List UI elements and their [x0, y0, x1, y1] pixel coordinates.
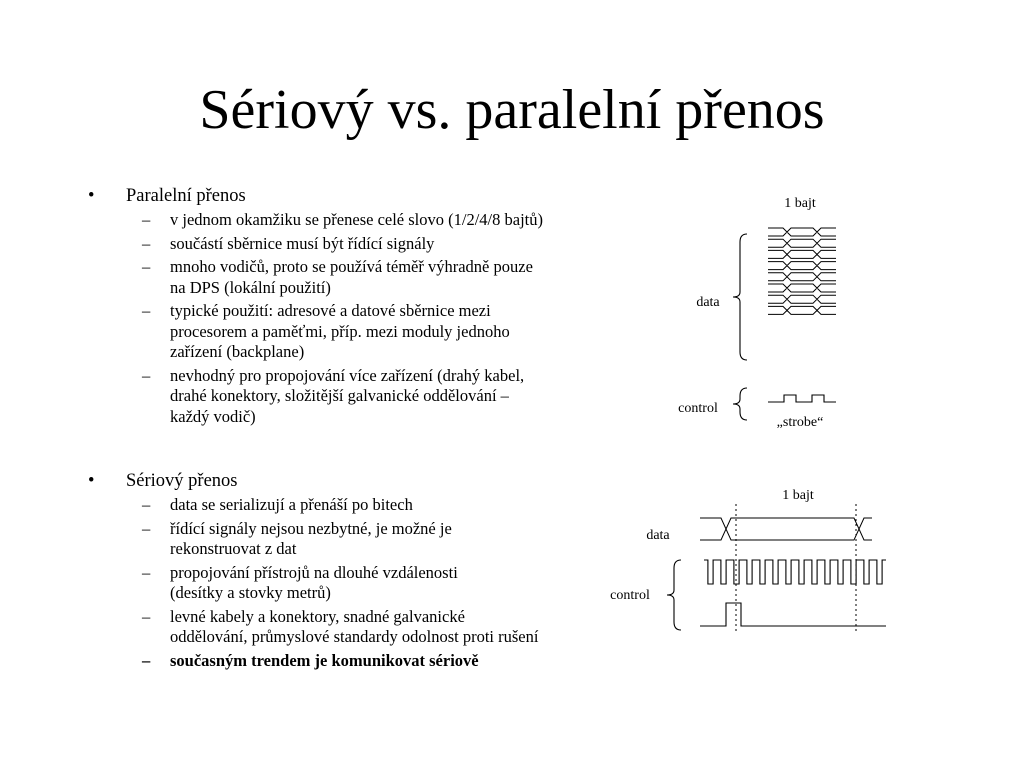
- serial-control-label: control: [610, 588, 650, 603]
- list-item-line: (desítky a stovky metrů): [170, 583, 331, 602]
- serial-bullet: [86, 469, 646, 493]
- list-item: [86, 257, 646, 298]
- list-item: [86, 651, 646, 672]
- list-item-line: procesorem a paměťmi, příp. mezi moduly jednoho: [170, 321, 510, 341]
- bullet-mark: •: [88, 186, 95, 206]
- list-item-line: rekonstruovat z dat: [170, 539, 297, 558]
- list-item-line: v jednom okamžiku se přenese celé slovo (1/2/4/8 bajtů): [170, 210, 543, 229]
- list-item: [86, 519, 646, 560]
- list-item: [86, 607, 646, 648]
- list-item: [86, 495, 646, 516]
- list-item: [86, 210, 646, 231]
- parallel-bullet: [86, 184, 646, 208]
- dash-mark: –: [142, 562, 151, 582]
- serial-data-label: data: [646, 528, 670, 543]
- serial-section: [86, 469, 646, 674]
- dash-mark: –: [142, 233, 151, 253]
- serial-heading: Sériový přenos: [126, 471, 238, 491]
- list-item-line: nevhodný pro propojování více zařízení (drahý kabel,: [170, 365, 525, 385]
- parallel-data-label: data: [696, 295, 720, 310]
- dash-mark: –: [142, 365, 151, 385]
- list-item-line: levné kabely a konektory, snadné galvanické: [170, 606, 465, 626]
- data-line-signal: [768, 284, 836, 292]
- list-item-line: oddělování, průmyslové standardy odolnost proti rušení: [170, 627, 539, 646]
- data-line-signal: [768, 295, 836, 303]
- data-eye-signal: [700, 518, 872, 540]
- control-brace-path: [733, 388, 747, 420]
- parallel-timing-diagram: [660, 190, 860, 440]
- list-item-line: řídící signály nejsou nezbytné, je možné je: [170, 518, 452, 538]
- list-item-line: každý vodič): [170, 406, 256, 426]
- bullet-mark: •: [88, 471, 95, 491]
- parallel-section: [86, 184, 646, 430]
- list-item-line: typické použití: adresové a datové sběrnice mezi: [170, 301, 491, 320]
- parallel-strobe-signal: [768, 395, 836, 402]
- control-brace-path: [667, 560, 681, 630]
- parallel-data-brace: [733, 234, 747, 360]
- data-line-signal: [768, 306, 836, 314]
- parallel-heading: Paralelní přenos: [126, 186, 246, 206]
- list-item: [86, 366, 646, 428]
- data-line-signal: [768, 239, 836, 247]
- list-item-line: součástí sběrnice musí být řídící signály: [170, 233, 435, 253]
- parallel-list: [86, 210, 646, 427]
- list-item: [86, 301, 646, 363]
- list-item-line: na DPS (lokální použití): [170, 277, 331, 297]
- dash-mark: –: [142, 301, 151, 320]
- parallel-strobe-label: „strobe“: [776, 415, 824, 430]
- dash-mark: –: [142, 650, 151, 670]
- list-item-line: data se serializují a přenáší po bitech: [170, 495, 413, 514]
- serial-data-signal: [700, 518, 872, 540]
- parallel-byte-label: 1 bajt: [784, 196, 816, 211]
- list-item: [86, 234, 646, 255]
- list-item-line: zařízení (backplane): [170, 342, 305, 361]
- serial-timing-diagram: [596, 482, 896, 642]
- serial-clock-signal: [704, 560, 886, 584]
- dash-mark: –: [142, 606, 151, 626]
- slide-title: Sériový vs. paralelní přenos: [199, 79, 825, 141]
- list-item-line: mnoho vodičů, proto se používá téměř výhradně pouze: [170, 257, 533, 276]
- data-line-signal: [768, 273, 836, 281]
- list-item-line: současným trendem je komunikovat sériově: [170, 650, 479, 670]
- dash-mark: –: [142, 257, 151, 276]
- serial-list: [86, 495, 646, 671]
- data-line-signal: [768, 262, 836, 270]
- serial-byte-label: 1 bajt: [782, 488, 814, 503]
- dash-mark: –: [142, 518, 151, 538]
- serial-frame-signal: [700, 603, 886, 626]
- data-line-signal: [768, 250, 836, 258]
- parallel-control-label: control: [678, 401, 718, 416]
- parallel-data-lines: [768, 228, 836, 314]
- parallel-control-brace: [733, 388, 747, 420]
- dash-mark: –: [142, 210, 151, 229]
- dash-mark: –: [142, 495, 151, 514]
- list-item-line: drahé konektory, složitější galvanické oddělování –: [170, 386, 509, 405]
- list-item-line: propojování přístrojů na dlouhé vzdálenosti: [170, 562, 458, 582]
- data-line-signal: [768, 228, 836, 236]
- list-item: [86, 563, 646, 604]
- data-brace-path: [733, 234, 747, 360]
- serial-control-brace: [667, 560, 681, 630]
